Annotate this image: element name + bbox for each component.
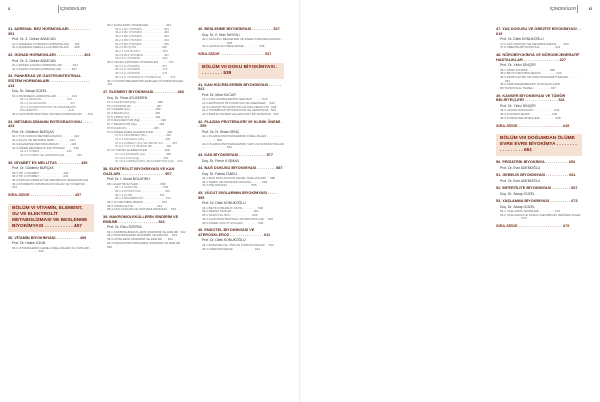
toc-section-entry: 44.3 DİŞ DOKUSU . . . . . . . . . . . . . . 595 bbox=[202, 183, 257, 188]
toc-author: Doç. Dr. Savaş GÜZEL bbox=[12, 89, 47, 94]
toc-chapter-entry: 33. PANKREAS VE GASTROINTESTİNAL SİSTEM HORMONLARI . . . . . . . . . . . . . . . . . . . 413 bbox=[8, 74, 90, 88]
toc-author: Prof. Dr. Z. Gülnur ANDICAN bbox=[12, 37, 56, 42]
toc-section-entry: 39.3 LİPİDLERİN SİNDİRİMİ VE EMİLİMİ . . . 524 bbox=[107, 237, 173, 242]
toc-subsection-entry: 37.9.3 KOBALT (Co) VE KROM (Cr) . . . . . 497 bbox=[115, 140, 178, 145]
toc-section-entry: 47.2 OBEZİTE BİYOKİMYASI . . . . . . . . . 624 bbox=[500, 45, 561, 50]
toc-subsection-entry: 36.2.9 C VİTAMİNİ . . . . . . . . . . . . . 469 bbox=[115, 56, 168, 61]
toc-author: Prof. Dr. N. Sema GENÇ bbox=[202, 129, 240, 134]
toc-section-entry: 34.4 DİĞER METABOLİK FAKTÖRLER . . . . . 429 bbox=[12, 145, 79, 150]
toc-section-entry: 42.2 PLAZMA PROTEİNLERİNİN YAPI VE FONKSİYONLARI . . . . . . . . . . . . . . . 561 bbox=[202, 141, 284, 150]
toc-section-entry: 39.4 NÜKLEOPROTEİNLERİN SİNDİRİMİ VE EMİLİMİ . . 526 bbox=[107, 240, 184, 249]
toc-author: Prof. Dr. Güldeniz BURÇAK bbox=[12, 130, 54, 134]
toc-subsection-entry: 33.1.1 İNSÜLİN . . . . . . . . . . . . . . . 414 bbox=[20, 97, 72, 102]
toc-section-entry: 37.6 MAGNEZYUM (Mg) . . . . . . . . . . . . 493 bbox=[107, 118, 167, 123]
toc-section-entry: 45.4 GASTROİNTESTİNAL SİSTEM SIVILARI . . 605 bbox=[202, 216, 273, 221]
toc-author: Prof. Dr. Dilek KONUKOĞLU bbox=[500, 37, 544, 42]
toc-chapter-entry: 36. VİTAMİN BİYOKİMYASI . . . . . . . . . . . 459 bbox=[8, 235, 87, 240]
toc-subsection-entry: 37.10.1 ARSENİK (As) . . . . . . . . . . . . 498 bbox=[115, 151, 172, 156]
toc-section-entry: 46.2 ATEROSKLEROZ . . . . . . . . . . . . . 614 bbox=[202, 246, 261, 251]
toc-chapter-entry: 43. KAS BİYOKİMYASI . . . . . . . . . . . . . 577 bbox=[198, 153, 273, 158]
toc-section-entry: 46.1 ENDOTELYAL YAPI VE FONKSİYONLAR . . 612 bbox=[202, 242, 274, 247]
toc-section-entry: 37.9 DİĞER ESER ELEMENTLER . . . . . . . . 496 bbox=[107, 129, 173, 134]
toc-chapter-entry: 35. DİYABET ES MELLİTUS . . . . . . . . . . . 439 bbox=[8, 160, 88, 165]
toc-subsection-entry: 36.2.4 B5 VİTAMİNİ . . . . . . . . . . . . . 464 bbox=[115, 37, 169, 42]
toc-author: Doç. Dr. Savaş GÜZEL bbox=[500, 191, 535, 196]
toc-section-entry: 32.2 KADIN GONAD HORMONLARI . . . . . . 407 bbox=[12, 66, 77, 71]
toc-chapter-entry: 49. KANSER BİYOKİMYASI VE TÜMÖR BELİRTEÇLERİ . . . . . . . . . . . . . . . . 641 bbox=[496, 93, 566, 103]
toc-section-entry: 36.1 VİTAMİNLERİN GENEL ÖZELLİKLERİ VE YAPILARI . . . . . . . . . . . . . . . . . . 460 bbox=[12, 245, 93, 254]
toc-chapter-entry: 45. VÜCUT SIVILARININ BİYOKİMYASI . . . . . 595 bbox=[198, 191, 278, 200]
toc-section-entry: 35.4 DİYABETİK KOMPLİKASYONLAR VE YÖNETİMİ . . . 444 bbox=[12, 181, 90, 190]
toc-part-banner: BÖLÜM VIII DOĞUMDAN ÖLÜME EVRE EVRE BİYOKİMYA . . . . . . . . . . . . . . . . . 651 bbox=[496, 134, 582, 156]
toc-chapter-entry: 50. PEDİATRİK BİYOKİMYA . . . . . . . . . . . 653 bbox=[496, 159, 576, 164]
toc-author: Prof. Dr. Evin ADEMOĞLU bbox=[500, 165, 541, 170]
toc-section-entry: 36.3 YAĞDA ÇÖZÜNEN VİTAMİNLER . . . . . . 471 bbox=[107, 60, 174, 65]
toc-subsection-entry: 36.2.5 B6 VİTAMİNİ . . . . . . . . . . . . . 465 bbox=[115, 41, 169, 46]
toc-author: Prof. Dr. Yıldız DİNÇER bbox=[500, 63, 536, 68]
toc-chapter-entry: 39. MAKROMOLEKÜLLERİN SİNDİRİM VE EMİLİMİ . . . . . . . . . . . . . . . . . . . 521 bbox=[103, 215, 179, 224]
toc-review-entry: SIRA-SİZDE . . . . . . . . . . . . . . . . . . . . . 457 bbox=[8, 193, 82, 198]
toc-section-entry: 40.1 SAĞLIKLI BESLENME VE ENERJİ METABOLİZMASI . . . . . . . . . . . . . . . . . 528 bbox=[202, 37, 284, 45]
toc-author: Prof. Dr. Z. Gülnur ANDICAN bbox=[12, 58, 56, 63]
toc-section-entry: 34.3 EGZERSİZ METABOLİZMASI . . . . . . . 428 bbox=[12, 141, 77, 146]
toc-author: Prof. Dr. I. Murat BOLAYIRLI bbox=[107, 177, 151, 182]
toc-review-entry: SIRA-SİZDE . . . . . . . . . . . . . . . . . . . . . 537 bbox=[198, 52, 272, 57]
toc-subsection-entry: 36.3.2 D VİTAMİNİ . . . . . . . . . . . . . 473 bbox=[115, 67, 168, 72]
toc-author: Prof. Dr. Ebru ÖZEROL bbox=[107, 225, 143, 230]
toc-author: Prof. Dr. Güldeniz BURÇAK bbox=[12, 166, 54, 171]
toc-section-entry: 49.2 KARSİNOJENEZ . . . . . . . . . . . . . 645 bbox=[500, 112, 558, 117]
toc-subsection-entry: 36.2.2 B2 VİTAMİNİ . . . . . . . . . . . . . 462 bbox=[115, 30, 169, 35]
toc-subsection-entry: 36.2.7 FOLİK ASİT . . . . . . . . . . . . . 466 bbox=[115, 48, 168, 53]
toc-section-entry: 38.1 ELEKTROLİTLER . . . . . . . . . . . . . 508 bbox=[107, 181, 166, 186]
toc-section-entry: 41.3 LÖKOSİT BİYOKİMYASI VE İNFLAMASYON . 548 bbox=[202, 104, 277, 109]
toc-chapter-entry: 41. KAN HÜCRELERİNİN BİYOKİMYASI . . . . . . 541 bbox=[198, 82, 281, 92]
toc-section-entry: 53.2 YAŞLANMA İLE İLİŞKİLİ METABOLİK DEĞİŞİKLİKLER . . . . . . . . . . . . . 676 bbox=[500, 212, 581, 221]
toc-chapter-entry: 31. ADRENAL BEZ HORMONLARI . . . . . . . . . . 391 bbox=[8, 27, 90, 36]
toc-subsection-entry: 36.3.3 E VİTAMİNİ . . . . . . . . . . . . . 475 bbox=[115, 71, 168, 76]
toc-subsection-entry: 34.4.1 STRES . . . . . . . . . . . . . . . . 432 bbox=[20, 149, 72, 154]
toc-author: Prof. Dr. Yıldız DİNÇER bbox=[500, 104, 536, 108]
toc-section-entry: 37.8 FLOR (F) . . . . . . . . . . . . . . . . 495 bbox=[107, 125, 159, 130]
toc-chapter-entry: 48. NÖROBİYOKİMYA VE NÖRODEJENERATİF HASTALIKLAR . . . . . . . . . . . . . . . . . 627 bbox=[496, 53, 580, 62]
toc-column-3 bbox=[198, 24, 284, 251]
toc-section-entry: 40.2 HASTALIKTA BESLENME . . . . . . . . . 535 bbox=[202, 44, 265, 49]
toc-author: Doç. Dr. Pınar ATUKEREN bbox=[107, 95, 148, 100]
toc-section-entry: 45.2 SEROZ SIVILAR . . . . . . . . . . . . . 601 bbox=[202, 209, 259, 214]
toc-review-entry: SIRA-SİZDE . . . . . . . . . . . . . . . . . . . . . 679 bbox=[496, 224, 570, 229]
toc-author: Doç. Dr. E. İlker SAYGILI bbox=[202, 32, 240, 37]
toc-chapter-entry: 40. BESLENME BİYOKİMYASI . . . . . . . . . . 527 bbox=[198, 27, 280, 31]
toc-section-entry: 36.2 SUDA ERİR VİTAMİNLER . . . . . . . . . . 461 bbox=[107, 23, 171, 27]
toc-chapter-entry: 53. YAŞLANMA BİYOKİMYASI . . . . . . . . . . 673 bbox=[496, 198, 578, 203]
toc-author: Prof. Dr. Dilek KONUKOĞLU bbox=[202, 238, 246, 243]
toc-subsection-entry: 36.2.6 BİYOTİN . . . . . . . . . . . . . . . 466 bbox=[115, 45, 168, 50]
toc-section-entry: 35.1 TİP 1 DİYABET . . . . . . . . . . . . . . 440 bbox=[12, 170, 69, 175]
toc-section-entry: 34.1 TOK DURUM METABOLİZMASI . . . . . . . 424 bbox=[12, 134, 80, 139]
toc-section-entry: 48.1 SİNİR SİSTEMİ . . . . . . . . . . . . . 628 bbox=[500, 67, 556, 72]
toc-section-entry: 44.2 KEMİK VE KIKIRDAK DOKUSU . . . . . . 593 bbox=[202, 179, 268, 184]
toc-section-entry: 38.4 KAN GAZLARI VE ASİT-BAZ DENGESİ . . 515 bbox=[107, 207, 176, 212]
toc-column-3 bbox=[496, 24, 582, 228]
toc-subsection-entry: 38.1.1 SODYUM . . . . . . . . . . . . . . . 508 bbox=[115, 185, 169, 190]
header-divider bbox=[577, 5, 578, 13]
toc-section-entry: 48.2 BEYİN METABOLİZMASI . . . . . . . . . 629 bbox=[500, 71, 562, 76]
toc-chapter-entry: 47. YAŞ DOKUSU VE OBEZİTE BİYOKİMYASI . . 619 bbox=[496, 27, 581, 36]
toc-chapter-entry: 38. ELEKTROLİT BİYOKİMYASI VE KAN GAZLARI . . . . . . . . . . . . . . . . . . . . . 507 bbox=[103, 166, 175, 176]
toc-section-entry: 45.5 DİĞER VÜCUT SIVILARI . . . . . . . . . 606 bbox=[202, 220, 264, 225]
right-page bbox=[300, 0, 600, 402]
toc-section-entry: 48.4 NÖRODEJENERATİF HASTALIKLARIN BİYOKİMYASAL TEMELİ . . . . . . . . . . 637 bbox=[500, 82, 560, 91]
running-head: İÇİNDEKİLER bbox=[549, 6, 576, 11]
toc-column-2 bbox=[103, 24, 189, 249]
toc-subsection-entry: 37.9.4 İYOT (I) VE BOR (B) . . . . . . . . 498 bbox=[115, 144, 171, 149]
toc-author: Prof. Dr. Mine KUCUR bbox=[202, 92, 236, 97]
toc-column-1 bbox=[8, 24, 94, 254]
toc-section-entry: 38.2 SU METABOLİZMASI . . . . . . . . . . . 513 bbox=[107, 200, 167, 205]
toc-subsection-entry: 34.4.2 STRES VE HORMONLAR . . . . . . . 432 bbox=[20, 152, 82, 157]
toc-section-entry: 37.4 BAKIR (Cu) . . . . . . . . . . . . . . . 491 bbox=[107, 111, 161, 116]
toc-section-entry: 37.2 FOSFOR (P) . . . . . . . . . . . . . . . 487 bbox=[107, 103, 162, 108]
toc-subsection-entry: 33.1.2 GLUKAGON . . . . . . . . . . . . . . 417 bbox=[20, 101, 76, 105]
toc-section-entry: 36.4 VİTAMİN BENZERİ BİLEŞİKLER (VİTAMİNOİDLER) . . . 479 bbox=[107, 78, 189, 87]
toc-section-entry: 33.1 PANKREAS HORMONLARI . . . . . . . . . 413 bbox=[12, 93, 77, 98]
toc-section-entry: 48.3 SİNİR İLETİMİ VE NÖROTRANSMİTTERLER . . . . . . . . . . . 632 bbox=[500, 75, 582, 83]
toc-subsection-entry: 36.2.3 B3 VİTAMİNİ . . . . . . . . . . . . . 463 bbox=[115, 34, 169, 39]
toc-section-entry: 41.5 İMMÜN SİSTEM VE LENFOSİT BİYOKİMYASI . 553 bbox=[202, 111, 279, 116]
toc-author: Prof. Dr. Evin ADEMOĞLU bbox=[500, 178, 541, 183]
toc-section-entry: 38.3 OSMOLALİTE . . . . . . . . . . . . . . 514 bbox=[107, 203, 163, 208]
toc-section-entry: 37.5 ÇİNKO (Zn) . . . . . . . . . . . . . . . 492 bbox=[107, 114, 161, 119]
toc-subsection-entry: 38.1.3 KLOR . . . . . . . . . . . . . . . . 511 bbox=[115, 192, 165, 197]
toc-author: Prof. Dr. Hatice UZUN bbox=[12, 241, 46, 246]
toc-section-entry: 31.1 ADRENAL KORTEKS HORMONLARI . . . 391 bbox=[12, 41, 80, 46]
toc-section-entry: 53.1 YAŞLANMA TEORİLERİ . . . . . . . . . 674 bbox=[500, 208, 561, 213]
toc-subsection-entry: 36.3.1 A VİTAMİNİ . . . . . . . . . . . . . 471 bbox=[115, 63, 167, 68]
toc-section-entry: 35.3 İNSÜLİN DİRENCİ VE METABOLİK SENDROM 442 bbox=[12, 178, 89, 183]
toc-subsection-entry: 37.9.2 MANGAN (Mn) . . . . . . . . . . . . 496 bbox=[115, 136, 171, 141]
toc-part-banner: BÖLÜM VII DOKU BİYOKİMYASI . . . . . . . . . 539 bbox=[198, 63, 284, 79]
running-head: İÇİNDEKİLER bbox=[60, 6, 87, 11]
toc-section-entry: 31.2 ADRENAL MEDULLA HORMONLARI . . . 398 bbox=[12, 45, 80, 50]
toc-subsection-entry: 36.2.1 B1 VİTAMİNİ . . . . . . . . . . . . . 461 bbox=[115, 26, 169, 31]
toc-chapter-entry: 34. METABOLİZMANIN ENTEGRASYONU . . . . . 423 bbox=[8, 119, 93, 129]
toc-section-entry: 39.1 KARBONHİDRATLARIN SİNDİRİMİ VE EMİLİMİ . 522 bbox=[107, 229, 186, 234]
toc-chapter-entry: 51. GEBELİK BİYOKİMYASI . . . . . . . . . . . 661 bbox=[496, 172, 576, 177]
toc-subsection-entry: 36.2.8 B12 VİTAMİNİ . . . . . . . . . . . . 467 bbox=[115, 52, 169, 57]
toc-chapter-entry: 52. İNFERTİLİTE BİYOKİMYASI . . . . . . . . . 667 bbox=[496, 185, 578, 190]
toc-author: Doç. Dr. Savaş GÜZEL bbox=[500, 204, 535, 209]
toc-section-entry: 32.1 ERKEK GONAD HORMONLARI . . . . . . 404 bbox=[12, 63, 78, 67]
toc-section-entry: 33.2 GASTROİNTESTİNAL SİSTEM HORMONLARI . . . 419 bbox=[12, 112, 93, 117]
toc-subsection-entry: 38.1.2 POTASYUM . . . . . . . . . . . . . . 510 bbox=[115, 188, 170, 193]
page-number: x bbox=[8, 6, 11, 11]
toc-subsection-entry: 37.10.2 CIVA (Hg) . . . . . . . . . . . . . . 499 bbox=[115, 155, 169, 160]
toc-subsection-entry: 37.9.1 MOLİBDEN (Mo) . . . . . . . . . . . 496 bbox=[115, 133, 172, 138]
toc-author: Prof. Dr. Dilek KONUKOĞLU bbox=[202, 201, 246, 206]
toc-section-entry: 45.3 SİNOVYAL SIVI . . . . . . . . . . . . . 604 bbox=[202, 213, 258, 218]
toc-author: Doç. Dr. Feruh K.İŞMAN bbox=[202, 158, 239, 163]
toc-chapter-entry: 44. BAĞ DOKUSU BİYOKİMYASI . . . . . . . . . 587 bbox=[198, 166, 283, 171]
toc-section-entry: 35.2 TİP 2 DİYABET . . . . . . . . . . . . . . 441 bbox=[12, 174, 69, 179]
toc-section-entry: 37.7 SELENYUM (Se) . . . . . . . . . . . . . 494 bbox=[107, 122, 165, 127]
toc-section-entry: 49.3 TÜMÖR BELİRTEÇLERİ . . . . . . . . . 648 bbox=[500, 115, 561, 120]
toc-subsection-entry: 36.3.4 K VİTAMİNİ (K VİTAMİNİ E) . . . . . 476 bbox=[115, 74, 176, 79]
toc-section-entry: 45.1 BEYİN OMURİLİK SIVISI . . . . . . . . . 596 bbox=[202, 205, 264, 210]
toc-chapter-entry: 37. ELEMENT BİYOKİMYASI . . . . . . . . . . . 483 bbox=[103, 89, 184, 94]
toc-subsection-entry: 33.1.3 SOMATOSTATİN VE PANKREATİK POLİPEPTİD . . . . . . . . . . . . . . . . . . 418 bbox=[20, 104, 77, 113]
toc-section-entry: 41.2 ERİTROSİT BİYOKİMYASI VE ANEMİLER . . 543 bbox=[202, 100, 275, 105]
toc-review-entry: SIRA-SİZDE . . . . . . . . . . . . . . . . . . . . . 649 bbox=[496, 123, 570, 128]
toc-chapter-entry: 46. ENDOTEL BİYOKİMYASI VE ATEROSKLEROZ . . . . . . . . . . . . . . . . 611 bbox=[198, 228, 271, 237]
toc-subsection-entry: 37.10.3 KURŞUN (Pb) VE KADMİYUM (Cd) . . 504 bbox=[115, 159, 183, 164]
toc-chapter-entry: 42. PLAZMA PROTEİNLERİ VE KLİNİK ÖNEMİ . . 559 bbox=[198, 119, 283, 129]
toc-section-entry: 37.3 DEMİR (Fe) . . . . . . . . . . . . . . . 488 bbox=[107, 107, 161, 112]
toc-part-banner: BÖLÜM VI VİTAMİN, ELEMENT, SU VE ELEKTROLİT METABOLİZMASI VE BESLENME BİYOKİMYASI . . . . . . . . . . . 457 bbox=[8, 204, 94, 232]
header-divider bbox=[58, 5, 59, 13]
toc-section-entry: 39.2 PROTEİNLERİN SİNDİRİMİ VE EMİLİMİ . . 523 bbox=[107, 233, 178, 238]
toc-section-entry: 47.1 YAĞ DOKUSU VE METABOLİZMASI . . . . 620 bbox=[500, 41, 569, 46]
toc-section-entry: 44.1 BAĞ DOKUSUNUN GENEL ÖZELLİKLERİ . . 588 bbox=[202, 176, 276, 181]
toc-section-entry: 34.2 AÇLIK VE METABOLİZMA . . . . . . . . . 424 bbox=[12, 138, 75, 143]
toc-chapter-entry: 32. GONAD HORMONLARI . . . . . . . . . . . . . 403 bbox=[8, 53, 91, 57]
toc-section-entry: 49.1 HÜCRE DÖNGÜSÜ . . . . . . . . . . . . 642 bbox=[500, 108, 560, 113]
toc-author: Doç. Dr. Fatma TANELİ bbox=[202, 171, 238, 176]
toc-section-entry: 41.4 TROMBOSİT BİYOKİMYASI VE HEMOSTAZ . 549 bbox=[202, 108, 276, 113]
toc-subsection-entry: 38.1.4 BİKARBONAT . . . . . . . . . . . . . 512 bbox=[115, 196, 171, 201]
toc-section-entry: 42.1 PLAZMA PROTEİNLERİNİN ÖZELLİKLERİ . . . . . . . . . . . . . . . . . . . 560 bbox=[202, 134, 284, 142]
toc-section-entry: 37.10 TOKSİK ELEMENTLER . . . . . . . . . . 498 bbox=[107, 148, 170, 153]
toc-section-entry: 41.1 KAN HÜCRELERİNİN SENTEZİ . . . . . . 542 bbox=[202, 97, 268, 102]
page-number: xi bbox=[588, 6, 592, 11]
toc-section-entry: 37.1 KALSİYUM (Ca) . . . . . . . . . . . . . 484 bbox=[107, 99, 164, 104]
